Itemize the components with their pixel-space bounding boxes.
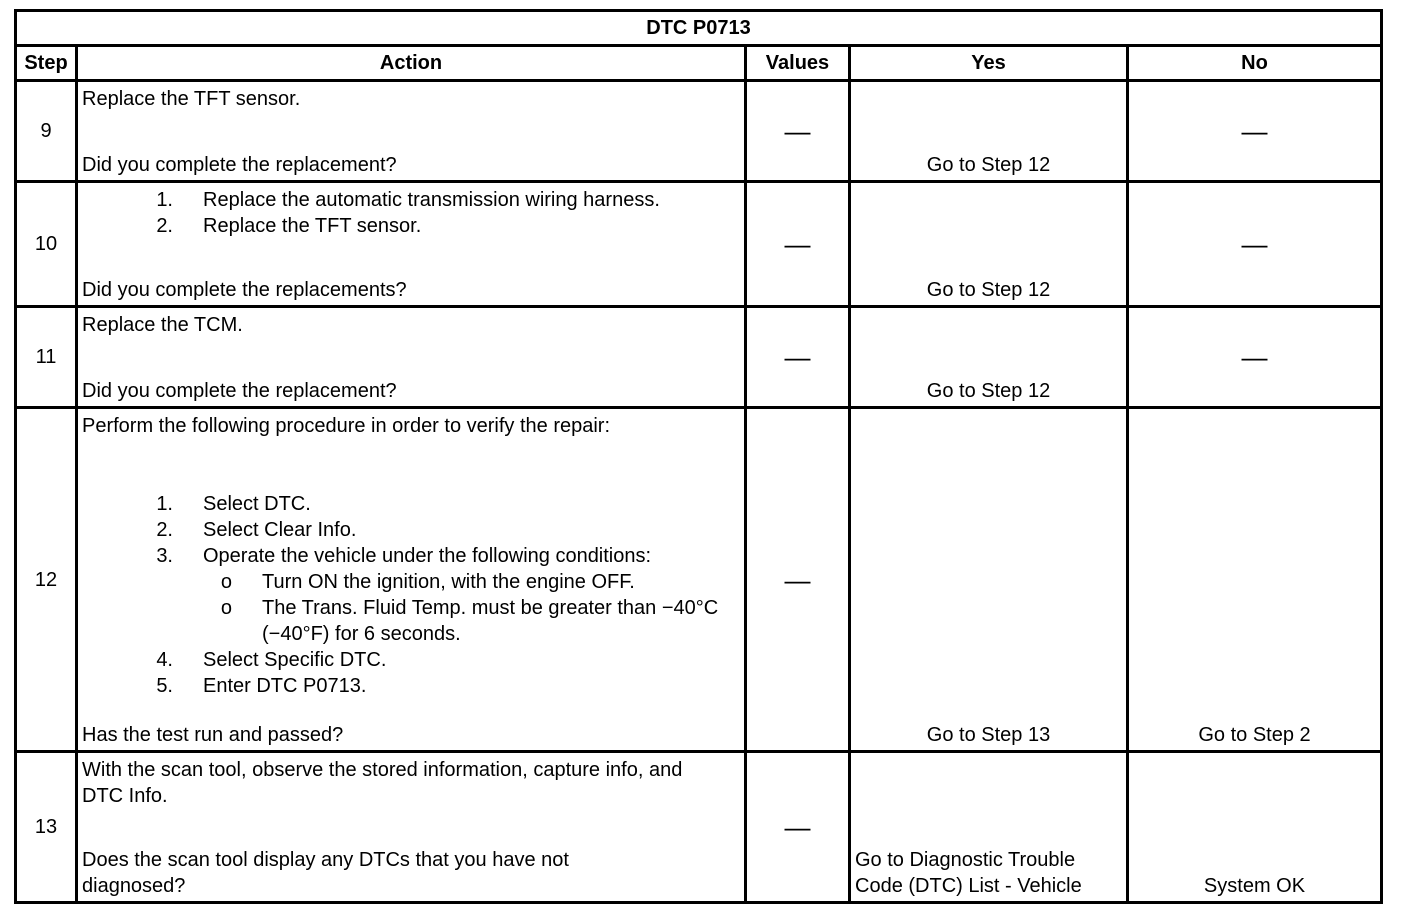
- values-cell: —: [746, 182, 850, 307]
- values-cell: —: [746, 408, 850, 752]
- no-cell: —: [1128, 307, 1382, 408]
- yes-link: Go to Step 12: [926, 380, 1051, 402]
- action-cell: [77, 81, 746, 182]
- sub-list-item: o The Trans. Fluid Temp. must be greater than −40°C (−40°F) for 6 seconds.: [220, 597, 719, 645]
- table-row-step-13: [16, 752, 1382, 903]
- list-item: 2. Select Clear Info.: [156, 519, 357, 541]
- values-cell: —: [746, 81, 850, 182]
- values-cell: —: [746, 752, 850, 903]
- no-cell: System OK: [1128, 752, 1382, 903]
- step-number: 12: [16, 408, 77, 752]
- action-intro: Perform the following procedure in order to verify the repair:: [82, 415, 611, 437]
- yes-link: Go to Step 12: [926, 279, 1051, 301]
- table-title: DTC P0713: [16, 11, 1382, 46]
- table-row-step-10: [16, 182, 1382, 307]
- yes-cell: [850, 81, 1128, 182]
- yes-cell: [850, 307, 1128, 408]
- yes-link: Go to Step 12: [926, 154, 1051, 176]
- list-item: 1. Replace the automatic transmission wiring harness.: [156, 189, 660, 211]
- action-question: Did you complete the replacement?: [82, 154, 397, 176]
- action-cell: [77, 408, 746, 752]
- header-no: No: [1128, 46, 1382, 81]
- table-row-step-9: [16, 81, 1382, 182]
- yes-cell: [850, 752, 1128, 903]
- yes-link: Go to Diagnostic Trouble Code (DTC) List - Vehicle: [855, 849, 1082, 897]
- list-item: 5. Enter DTC P0713.: [156, 675, 367, 697]
- no-cell: —: [1128, 182, 1382, 307]
- yes-cell: [850, 408, 1128, 752]
- action-intro: With the scan tool, observe the stored information, capture info, and DTC Info.: [82, 759, 683, 807]
- table-row-step-12: [16, 408, 1382, 752]
- action-intro: Replace the TFT sensor.: [82, 88, 301, 110]
- action-intro: Replace the TCM.: [82, 314, 243, 336]
- header-action: Action: [77, 46, 746, 81]
- action-cell: [77, 752, 746, 903]
- header-values: Values: [746, 46, 850, 81]
- list-item: 4. Select Specific DTC.: [156, 649, 387, 671]
- procedure-list: [82, 491, 740, 699]
- step-number: 13: [16, 752, 77, 903]
- condition-sublist: [82, 569, 740, 647]
- action-cell: [77, 307, 746, 408]
- header-step: Step: [16, 46, 77, 81]
- action-question: Has the test run and passed?: [82, 724, 344, 746]
- sub-list-item: o Turn ON the ignition, with the engine OFF.: [220, 571, 635, 593]
- dtc-table: [14, 9, 1383, 904]
- no-cell: —: [1128, 81, 1382, 182]
- list-item: 1. Select DTC.: [156, 493, 311, 515]
- action-cell: [77, 182, 746, 307]
- yes-cell: [850, 182, 1128, 307]
- action-question: Does the scan tool display any DTCs that you have not diagnosed?: [82, 849, 569, 897]
- header-yes: Yes: [850, 46, 1128, 81]
- values-cell: —: [746, 307, 850, 408]
- no-cell: Go to Step 2: [1128, 408, 1382, 752]
- procedure-list: [82, 187, 740, 239]
- step-number: 9: [16, 81, 77, 182]
- step-number: 10: [16, 182, 77, 307]
- list-item: 3. Operate the vehicle under the following conditions: o Turn ON the ignition, with the engine OFF. o The Trans. Fluid Temp. must be greater than −40°C (−40°F) for 6 seconds.: [82, 543, 740, 647]
- yes-link: Go to Step 13: [926, 724, 1051, 746]
- step-number: 11: [16, 307, 77, 408]
- list-item: 2. Replace the TFT sensor.: [156, 215, 422, 237]
- table-row-step-11: [16, 307, 1382, 408]
- action-question: Did you complete the replacements?: [82, 279, 407, 301]
- action-question: Did you complete the replacement?: [82, 380, 397, 402]
